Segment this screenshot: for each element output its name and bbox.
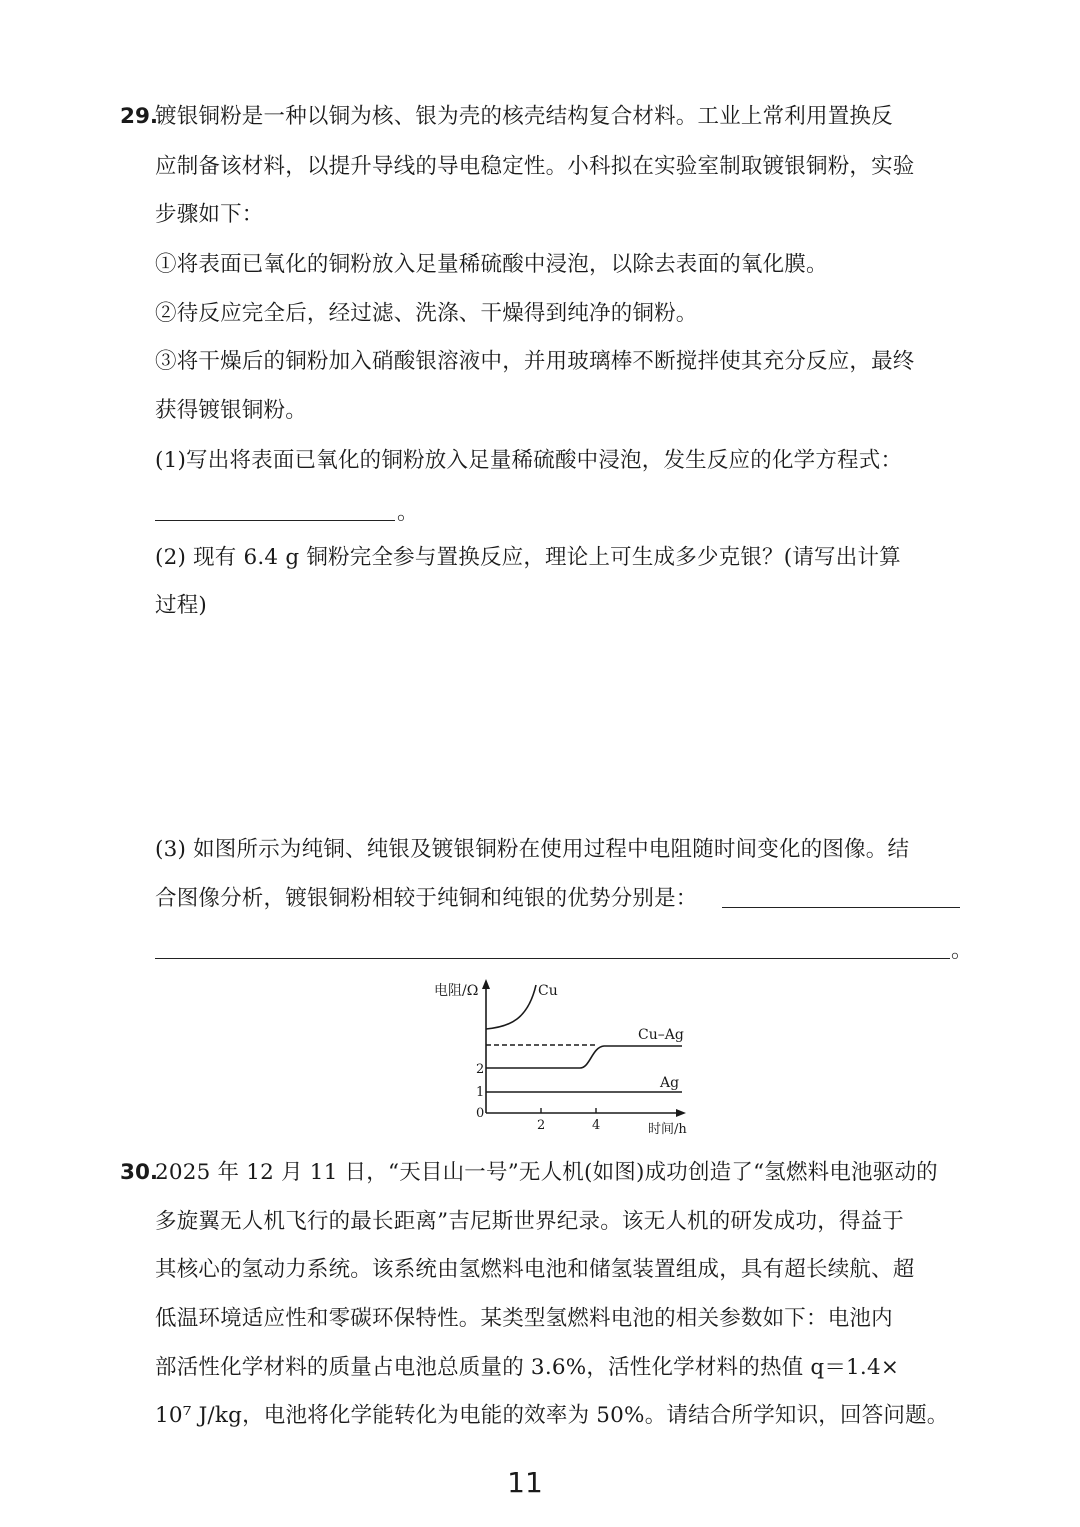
cu-ag-label: Cu–Ag bbox=[638, 1027, 684, 1043]
q29-sub-2: (2) 现有 6.4 g 铜粉完全参与置换反应，理论上可生成多少克银？(请写出计算 bbox=[155, 545, 901, 570]
q29-step-3: ③将干燥后的铜粉加入硝酸银溶液中，并用玻璃棒不断搅拌使其充分反应，最终 bbox=[155, 349, 915, 374]
q30-line-5: 部活性化学材料的质量占电池总质量的 3.6%，活性化学材料的热值 q＝1.4× bbox=[155, 1355, 900, 1380]
answer-blank-3[interactable] bbox=[155, 958, 950, 959]
q29-step-3-cont: 获得镀银铜粉。 bbox=[155, 398, 307, 423]
ag-label: Ag bbox=[660, 1075, 680, 1091]
page-number: 11 bbox=[507, 1466, 543, 1499]
cu-label: Cu bbox=[538, 983, 558, 999]
x-tick-2-label: 2 bbox=[537, 1118, 546, 1133]
q29-sub-3-cont: 合图像分析，镀银铜粉相较于纯铜和纯银的优势分别是： bbox=[155, 886, 698, 911]
q30-line-1: 2025 年 12 月 11 日，“天目山一号”无人机(如图)成功创造了“氢燃料电池驱动的 bbox=[155, 1160, 938, 1185]
question-29-number: 29. bbox=[120, 104, 159, 129]
q29-sub-2-cont: 过程) bbox=[155, 593, 207, 618]
blank-1-period: 。 bbox=[397, 500, 419, 525]
y-tick-1-label: 1 bbox=[476, 1085, 485, 1100]
q29-line-3: 步骤如下： bbox=[155, 202, 264, 227]
q29-line-2: 应制备该材料，以提升导线的导电稳定性。小科拟在实验室制取镀银铜粉，实验 bbox=[155, 154, 915, 179]
cu-ag-curve bbox=[486, 1046, 682, 1068]
q29-sub-3: (3) 如图所示为纯铜、纯银及镀银铜粉在使用过程中电阻随时间变化的图像。结 bbox=[155, 837, 910, 862]
x-axis-arrow bbox=[676, 1109, 686, 1117]
q30-line-4: 低温环境适应性和零碳环保特性。某类型氢燃料电池的相关参数如下：电池内 bbox=[155, 1306, 893, 1331]
question-30-number: 30. bbox=[120, 1160, 159, 1185]
q30-line-2: 多旋翼无人机飞行的最长距离”吉尼斯世界纪录。该无人机的研发成功，得益于 bbox=[155, 1209, 904, 1234]
y-axis-arrow bbox=[482, 979, 490, 989]
answer-blank-2[interactable] bbox=[722, 907, 960, 908]
resistance-time-graph bbox=[420, 975, 710, 1145]
q29-sub-1: (1)写出将表面已氧化的铜粉放入足量稀硫酸中浸泡，发生反应的化学方程式： bbox=[155, 448, 903, 473]
cu-curve bbox=[486, 985, 536, 1029]
x-axis-label: 时间/h bbox=[648, 1122, 687, 1137]
x-tick-4-label: 4 bbox=[592, 1118, 601, 1133]
q29-line-1: 镀银铜粉是一种以铜为核、银为壳的核壳结构复合材料。工业上常利用置换反 bbox=[155, 104, 893, 129]
blank-3-period: 。 bbox=[951, 938, 973, 963]
q30-line-6: 10⁷ J/kg，电池将化学能转化为电能的效率为 50%。请结合所学知识，回答问题。 bbox=[155, 1403, 949, 1428]
y-axis-label: 电阻/Ω bbox=[434, 983, 479, 999]
q30-line-3: 其核心的氢动力系统。该系统由氢燃料电池和储氢装置组成，具有超长续航、超 bbox=[155, 1257, 915, 1282]
y-tick-2-label: 2 bbox=[476, 1062, 485, 1077]
answer-blank-1[interactable] bbox=[155, 520, 395, 521]
origin-label: 0 bbox=[476, 1106, 485, 1121]
q29-step-1: ①将表面已氧化的铜粉放入足量稀硫酸中浸泡，以除去表面的氧化膜。 bbox=[155, 252, 828, 277]
q29-step-2: ②待反应完全后，经过滤、洗涤、干燥得到纯净的铜粉。 bbox=[155, 301, 698, 326]
